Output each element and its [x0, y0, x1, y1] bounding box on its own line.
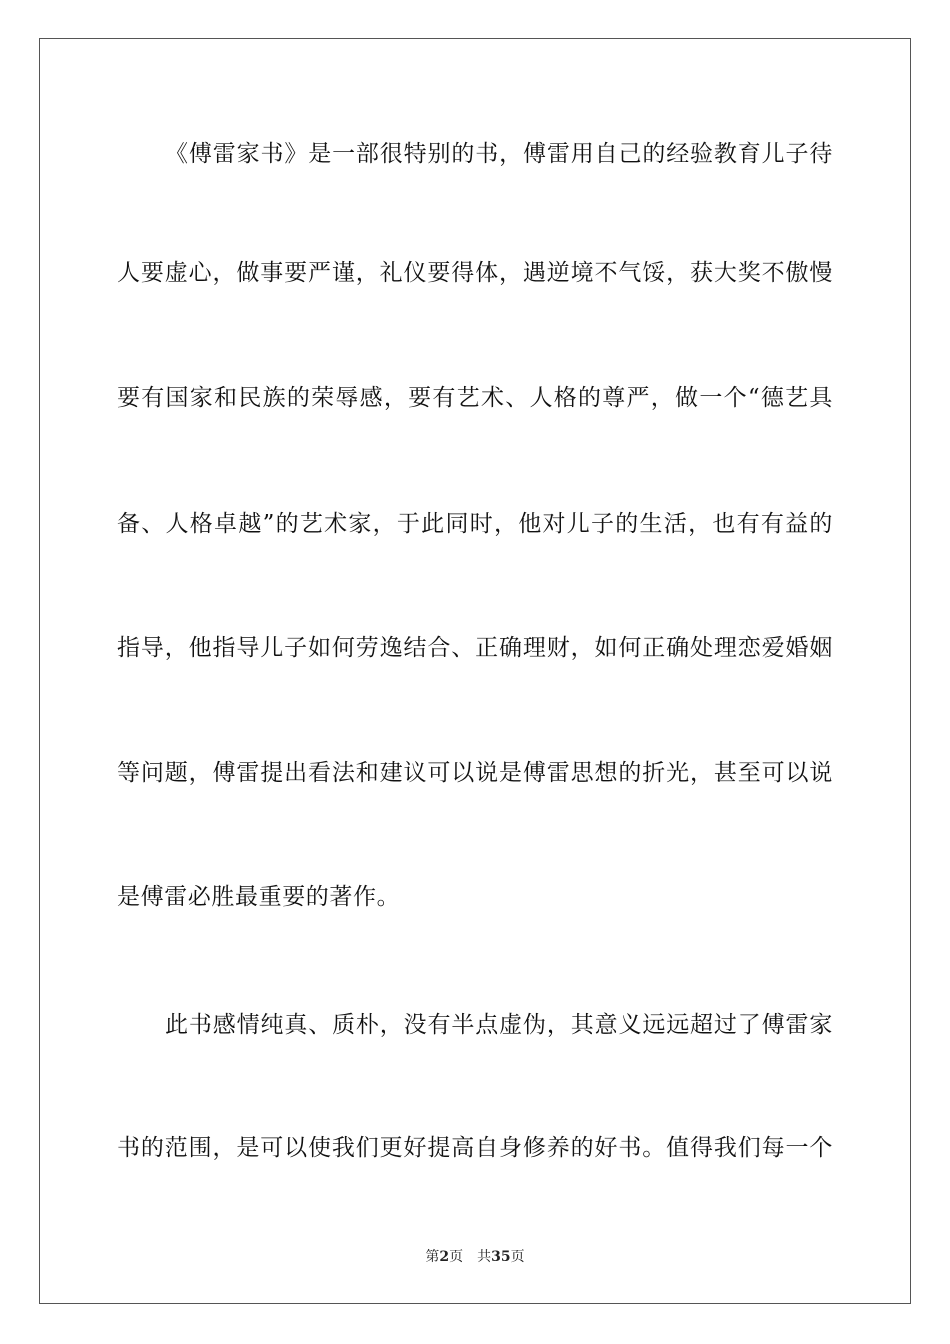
page-prefix: 第: [425, 1249, 440, 1265]
page-border: [39, 38, 911, 1304]
text-line: 备、人格卓越”的艺术家，于此同时，他对儿子的生活，也有有益的: [117, 511, 833, 537]
page-footer: [0, 1246, 950, 1266]
total-prefix: 共: [477, 1249, 492, 1265]
text-line: 等问题，傅雷提出看法和建议可以说是傅雷思想的折光，甚至可以说: [117, 760, 833, 786]
text-line: 人要虚心，做事要严谨，礼仪要得体，遇逆境不气馁，获大奖不傲慢: [117, 260, 833, 286]
text-line: 书的范围，是可以使我们更好提高自身修养的好书。值得我们每一个: [117, 1135, 833, 1161]
text-line: 《傅雷家书》是一部很特别的书，傅雷用自己的经验教育儿子待: [165, 141, 833, 167]
total-suffix: 页: [510, 1249, 525, 1265]
page-suffix: 页: [449, 1249, 464, 1265]
text-line: 要有国家和民族的荣辱感，要有艺术、人格的尊严，做一个“德艺具: [117, 385, 833, 411]
text-line: 是傅雷必胜最重要的著作。: [117, 884, 401, 910]
text-line: 此书感情纯真、质朴，没有半点虚伪，其意义远远超过了傅雷家: [165, 1012, 833, 1038]
total-pages: 35: [491, 1249, 511, 1265]
page-number: 2: [439, 1249, 450, 1265]
text-line: 指导，他指导儿子如何劳逸结合、正确理财，如何正确处理恋爱婚姻: [117, 635, 833, 661]
